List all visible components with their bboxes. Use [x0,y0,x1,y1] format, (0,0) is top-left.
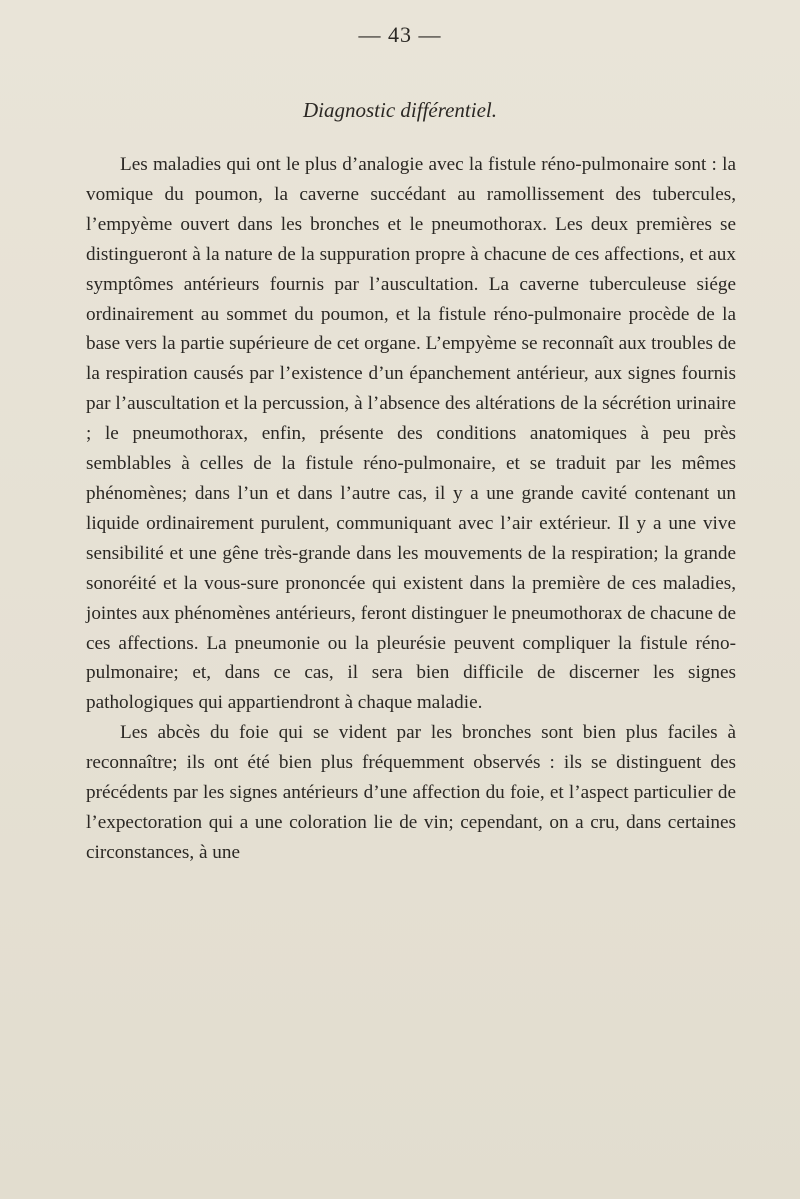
body-text [86,150,736,868]
page-number: — 43 — [358,22,442,47]
section-title: Diagnostic différentiel. [302,98,498,122]
paragraph-differential-diagnosis: Les maladies qui ont le plus d’analogie avec la fistule réno-pulmonaire sont : la vomique du poumon, la caverne succédant au ramollissement des tubercules, l’empyème ouvert dans les bronches et le pneumothorax. Les deux premières se distingueront à la nature de la suppuration propre à chacune de ces affections, et aux symptômes antérieurs fournis par l’auscultation. La caverne tuberculeuse siége ordinairement au sommet du poumon, et la fistule réno-pulmonaire procède de la base vers la partie supérieure de cet organe. L’empyème se reconnaît aux troubles de la respiration causés par l’existence d’un épanchement antérieur, aux signes fournis par l’auscultation et la percussion, à l’absence des altérations de la sécrétion urinaire ; le pneumothorax, enfin, présente des conditions anatomiques à peu près semblables à celles de la fistule réno-pulmonaire, et se traduit par les mêmes phénomènes; dans l’un et dans l’autre cas, il y a une grande cavité contenant un liquide ordinairement purulent, communiquant avec l’air extérieur. Il y a une vive sensibilité et une gêne très-grande dans les mouvements de la respiration; la grande sonoréité et la vous-sure prononcée qui existent dans la première de ces maladies, jointes aux phénomènes antérieurs, feront distinguer le pneumothorax de chacune de ces affections. La pneumonie ou la pleurésie peuvent compliquer la fistule réno-pulmonaire; et, dans ce cas, il sera bien difficile de discerner les signes pathologiques qui appartiendront à chaque maladie. [86,154,736,714]
paragraph-liver-abscess: Les abcès du foie qui se vident par les bronches sont bien plus faciles à reconnaître; ils ont été bien plus fréquemment observés : ils se distinguent des précédents par les signes antérieurs d’une affection du foie, et l’aspect particulier de l’expectoration qui a une coloration lie de vin; cependant, on a cru, dans certaines circonstances, à une [86,722,736,863]
